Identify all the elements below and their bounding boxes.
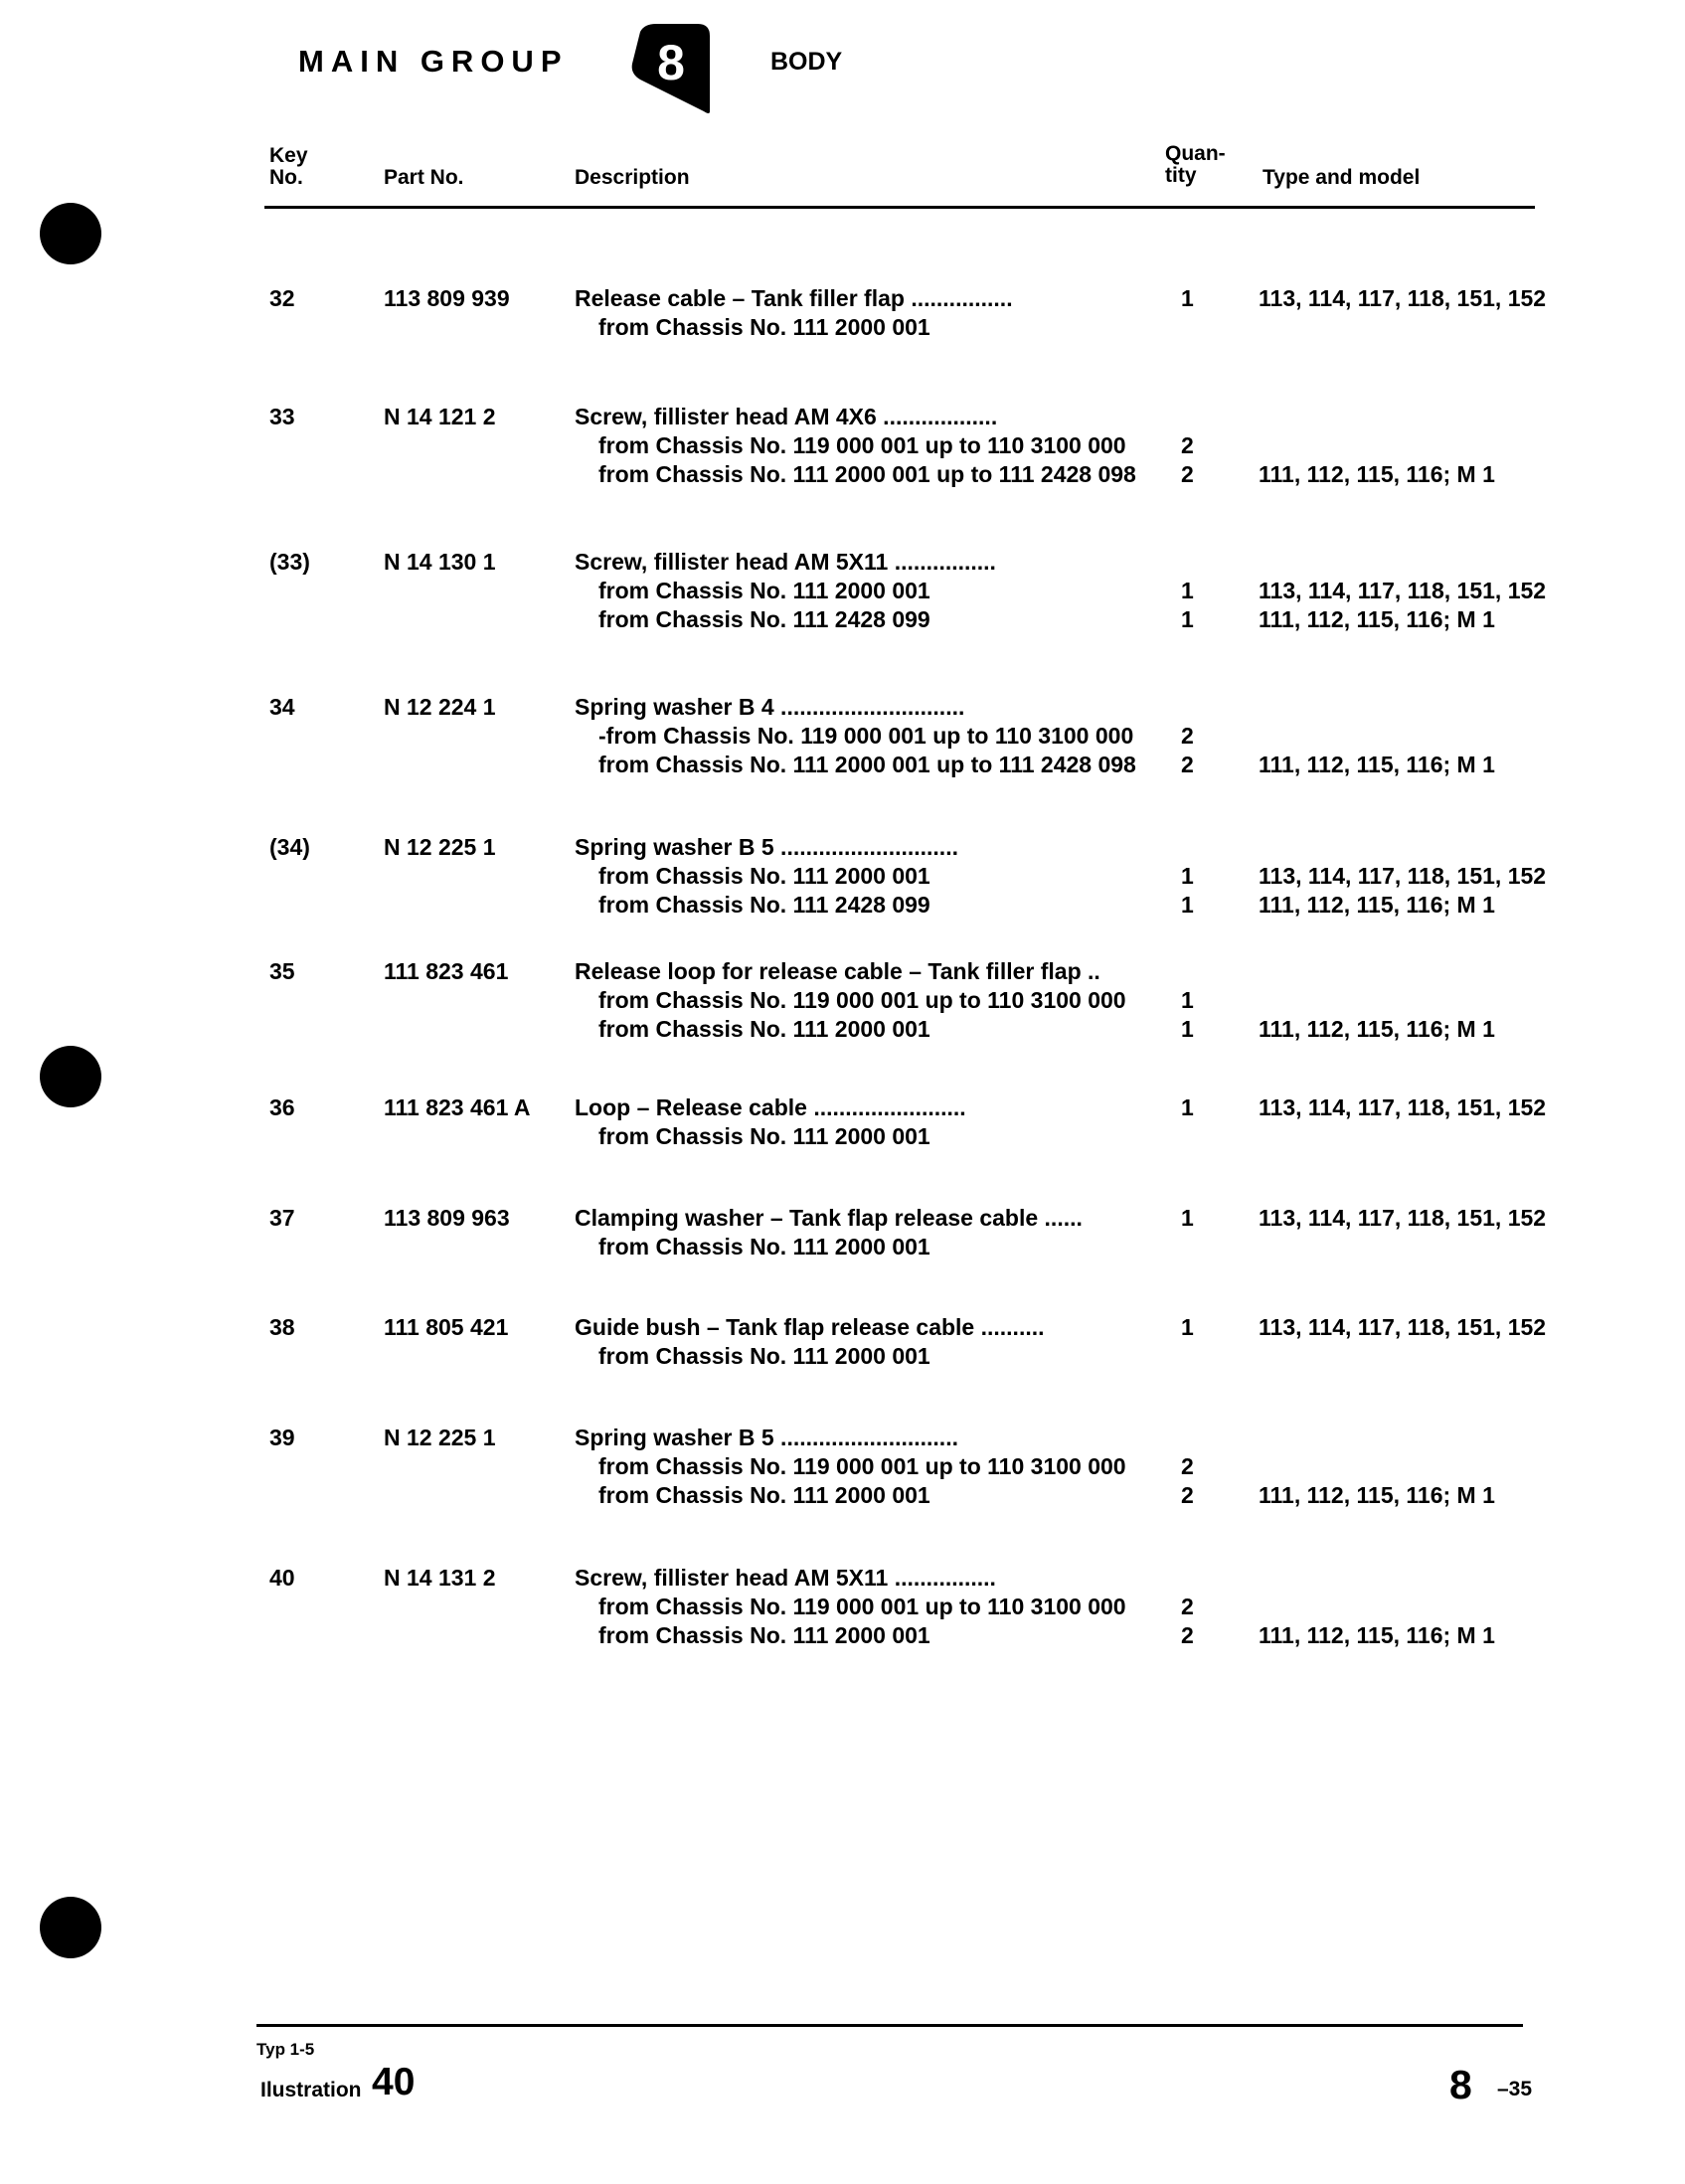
- quantity-value: [1181, 833, 1194, 862]
- quantity-value: [1181, 957, 1194, 986]
- type-model-value: [1259, 548, 1546, 577]
- chassis-range: from Chassis No. 111 2000 001 up to 111 2428 098: [598, 752, 1136, 777]
- quantity-value: 2: [1181, 432, 1194, 458]
- quantity-value: 1: [1181, 987, 1194, 1013]
- main-group-label: MAIN GROUP: [298, 44, 569, 79]
- part-no: 111 823 461 A: [384, 1094, 531, 1120]
- key-no: 35: [269, 958, 295, 984]
- quantity: [1181, 284, 1194, 342]
- type-model-value: [1259, 1593, 1495, 1621]
- description: [575, 1424, 1151, 1510]
- chassis-range: from Chassis No. 119 000 001 up to 110 3100 000: [598, 432, 1126, 458]
- chassis-range: from Chassis No. 111 2428 099: [598, 892, 930, 918]
- type-model: [1259, 833, 1546, 920]
- chassis-range: from Chassis No. 119 000 001 up to 110 3100 000: [598, 1594, 1126, 1619]
- group-number-badge: [626, 22, 716, 115]
- type-model-value: 113, 114, 117, 118, 151, 152: [1259, 285, 1547, 311]
- quantity-value: [1181, 1342, 1194, 1371]
- quantity-value: 2: [1181, 1482, 1194, 1508]
- description: [575, 548, 1151, 634]
- punch-hole: [40, 203, 101, 264]
- key-no: 34: [269, 694, 295, 720]
- type-model-value: [1259, 1233, 1546, 1261]
- description-header: Description: [575, 166, 690, 189]
- type-model-value: 111, 112, 115, 116; M 1: [1259, 1482, 1495, 1508]
- type-model-value: [1259, 1452, 1495, 1481]
- description: [575, 1204, 1151, 1261]
- description-title: Clamping washer – Tank flap release cable ......: [575, 1205, 1083, 1231]
- quantity-value: 2: [1181, 723, 1194, 749]
- group-name: BODY: [770, 48, 843, 76]
- quantity-value: [1181, 313, 1194, 342]
- key-no: 39: [269, 1425, 295, 1450]
- part-no-header: Part No.: [384, 166, 464, 189]
- quantity-value: 2: [1181, 752, 1194, 777]
- quantity-value: [1181, 1233, 1194, 1261]
- chassis-range: from Chassis No. 111 2000 001: [598, 1482, 930, 1508]
- quantity-value: 1: [1181, 863, 1194, 889]
- type-model-value: [1259, 1342, 1546, 1371]
- type-model-value: [1259, 957, 1495, 986]
- key-no: 40: [269, 1565, 295, 1591]
- chassis-range: -from Chassis No. 119 000 001 up to 110 3100 000: [598, 723, 1134, 749]
- type-model: [1259, 548, 1546, 634]
- illustration-label: Ilustration: [260, 2079, 362, 2101]
- description-title: Spring washer B 5 ............................: [575, 834, 958, 860]
- quantity-value: 2: [1181, 1453, 1194, 1479]
- quantity-header-line2: tity: [1165, 164, 1197, 187]
- group-number: 8: [657, 35, 685, 90]
- type-model-value: 111, 112, 115, 116; M 1: [1259, 892, 1495, 918]
- type-model-value: 111, 112, 115, 116; M 1: [1259, 752, 1495, 777]
- description: [575, 833, 1151, 920]
- description: [575, 403, 1151, 489]
- quantity-header: [1165, 143, 1226, 187]
- quantity: [1181, 693, 1194, 779]
- description: [575, 957, 1151, 1044]
- description-title: Release cable – Tank filler flap ................: [575, 285, 1013, 311]
- quantity: [1181, 957, 1194, 1044]
- key-no: (34): [269, 834, 310, 860]
- type-model: [1259, 693, 1495, 779]
- type-model-value: [1259, 722, 1495, 751]
- chassis-range: from Chassis No. 111 2000 001: [598, 1622, 930, 1648]
- punch-hole: [40, 1897, 101, 1958]
- quantity-value: 1: [1181, 285, 1194, 311]
- type-model: [1259, 284, 1546, 342]
- quantity-value: 1: [1181, 1016, 1194, 1042]
- quantity: [1181, 1313, 1194, 1371]
- type-model-value: [1259, 313, 1546, 342]
- key-no-header: [269, 145, 308, 189]
- quantity-value: [1181, 1424, 1194, 1452]
- type-model-value: 111, 112, 115, 116; M 1: [1259, 606, 1495, 632]
- part-no: 113 809 939: [384, 285, 510, 311]
- part-no: N 12 224 1: [384, 694, 496, 720]
- quantity-value: [1181, 693, 1194, 722]
- quantity-value: 1: [1181, 1205, 1194, 1231]
- chassis-range: from Chassis No. 111 2428 099: [598, 606, 930, 632]
- chassis-range: from Chassis No. 111 2000 001: [598, 1016, 930, 1042]
- type-model-value: [1259, 1122, 1546, 1151]
- description-title: Screw, fillister head AM 4X6 ..................: [575, 404, 998, 429]
- chassis-range: from Chassis No. 111 2000 001: [598, 1234, 930, 1260]
- type-model-value: 113, 114, 117, 118, 151, 152: [1259, 1094, 1547, 1120]
- type-model: [1259, 403, 1495, 489]
- chassis-range: from Chassis No. 111 2000 001: [598, 1123, 930, 1149]
- part-no: N 12 225 1: [384, 1425, 496, 1450]
- type-model: [1259, 1313, 1546, 1371]
- key-no-header-line1: Key: [269, 144, 308, 167]
- type-reference: Typ 1-5: [256, 2040, 315, 2059]
- description-title: Release loop for release cable – Tank filler flap ..: [575, 958, 1100, 984]
- type-model: [1259, 1093, 1546, 1151]
- part-no: N 12 225 1: [384, 834, 496, 860]
- quantity-value: [1181, 403, 1194, 431]
- description-title: Spring washer B 5 ............................: [575, 1425, 958, 1450]
- chassis-range: from Chassis No. 111 2000 001: [598, 863, 930, 889]
- type-model-value: 111, 112, 115, 116; M 1: [1259, 461, 1495, 487]
- key-no: 36: [269, 1094, 295, 1120]
- page-number-sub: –35: [1497, 2078, 1533, 2100]
- type-model-value: 113, 114, 117, 118, 151, 152: [1259, 1314, 1547, 1340]
- description: [575, 693, 1151, 779]
- type-model-header: Type and model: [1263, 166, 1421, 189]
- description-title: Guide bush – Tank flap release cable ..........: [575, 1314, 1045, 1340]
- chassis-range: from Chassis No. 111 2000 001: [598, 1343, 930, 1369]
- quantity: [1181, 1204, 1194, 1261]
- description: [575, 1093, 1151, 1151]
- quantity-value: 2: [1181, 1622, 1194, 1648]
- type-model: [1259, 1424, 1495, 1510]
- quantity-value: [1181, 1122, 1194, 1151]
- part-no: N 14 121 2: [384, 404, 496, 429]
- illustration-number: 40: [372, 2061, 416, 2103]
- chassis-range: from Chassis No. 111 2000 001 up to 111 2428 098: [598, 461, 1136, 487]
- type-model-value: 111, 112, 115, 116; M 1: [1259, 1016, 1495, 1042]
- quantity-value: 2: [1181, 1594, 1194, 1619]
- quantity: [1181, 1093, 1194, 1151]
- quantity-header-line1: Quan-: [1165, 142, 1226, 165]
- quantity-value: 1: [1181, 578, 1194, 603]
- punch-hole: [40, 1046, 101, 1107]
- key-no: 37: [269, 1205, 295, 1231]
- description-title: Loop – Release cable ........................: [575, 1094, 966, 1120]
- description: [575, 284, 1151, 342]
- type-model: [1259, 957, 1495, 1044]
- quantity-value: 1: [1181, 892, 1194, 918]
- quantity-value: 1: [1181, 1094, 1194, 1120]
- chassis-range: from Chassis No. 119 000 001 up to 110 3100 000: [598, 987, 1126, 1013]
- type-model-value: [1259, 833, 1546, 862]
- type-model: [1259, 1204, 1546, 1261]
- description: [575, 1313, 1151, 1371]
- type-model-value: 113, 114, 117, 118, 151, 152: [1259, 863, 1547, 889]
- description: [575, 1564, 1151, 1650]
- type-model-value: [1259, 1424, 1495, 1452]
- quantity: [1181, 1564, 1194, 1650]
- quantity-value: 1: [1181, 606, 1194, 632]
- description-title: Spring washer B 4 .............................: [575, 694, 965, 720]
- chassis-range: from Chassis No. 111 2000 001: [598, 314, 930, 340]
- key-no: 32: [269, 285, 295, 311]
- footer-rule: [256, 2024, 1523, 2027]
- key-no-header-line2: No.: [269, 166, 303, 189]
- description-title: Screw, fillister head AM 5X11 ................: [575, 1565, 996, 1591]
- type-model-value: [1259, 431, 1495, 460]
- part-no: 111 823 461: [384, 958, 509, 984]
- quantity-value: [1181, 548, 1194, 577]
- type-model-value: 111, 112, 115, 116; M 1: [1259, 1622, 1495, 1648]
- quantity: [1181, 833, 1194, 920]
- chassis-range: from Chassis No. 111 2000 001: [598, 578, 930, 603]
- quantity-value: 1: [1181, 1314, 1194, 1340]
- quantity-value: 2: [1181, 461, 1194, 487]
- quantity: [1181, 1424, 1194, 1510]
- type-model: [1259, 1564, 1495, 1650]
- type-model-value: 113, 114, 117, 118, 151, 152: [1259, 1205, 1547, 1231]
- type-model-value: [1259, 403, 1495, 431]
- key-no: (33): [269, 549, 310, 575]
- part-no: N 14 131 2: [384, 1565, 496, 1591]
- page-number-main: 8: [1449, 2062, 1472, 2107]
- description-title: Screw, fillister head AM 5X11 ................: [575, 549, 996, 575]
- quantity: [1181, 403, 1194, 489]
- part-no: 111 805 421: [384, 1314, 509, 1340]
- header-rule: [264, 206, 1535, 209]
- part-no: N 14 130 1: [384, 549, 496, 575]
- key-no: 38: [269, 1314, 295, 1340]
- key-no: 33: [269, 404, 295, 429]
- type-model-value: [1259, 693, 1495, 722]
- type-model-value: 113, 114, 117, 118, 151, 152: [1259, 578, 1547, 603]
- type-model-value: [1259, 1564, 1495, 1593]
- type-model-value: [1259, 986, 1495, 1015]
- quantity-value: [1181, 1564, 1194, 1593]
- part-no: 113 809 963: [384, 1205, 510, 1231]
- chassis-range: from Chassis No. 119 000 001 up to 110 3100 000: [598, 1453, 1126, 1479]
- quantity: [1181, 548, 1194, 634]
